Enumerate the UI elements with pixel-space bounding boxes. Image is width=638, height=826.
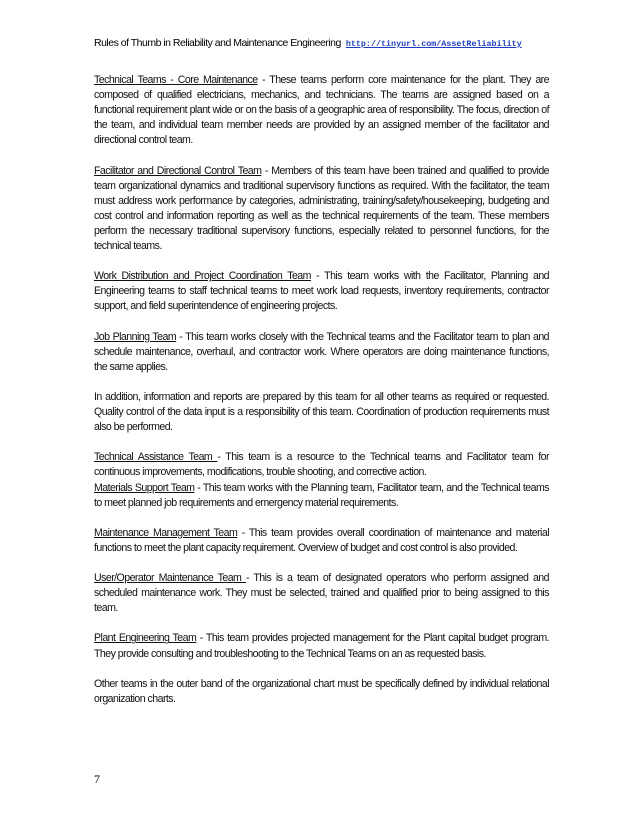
page-number: 7 (94, 772, 100, 786)
paragraph-text: Other teams in the outer band of the organizational chart must be specifically defined by individual relational organization charts. (94, 677, 549, 705)
paragraph-term: Plant Engineering Team (94, 632, 197, 645)
paragraph-other-teams (94, 677, 549, 707)
paragraph-work-distribution-team (94, 269, 549, 314)
paragraph-term: Work Distribution and Project Coordination Team (94, 270, 311, 283)
paragraph-term: Materials Support Team (94, 481, 195, 494)
paragraph-maintenance-management-team (94, 526, 549, 556)
header-link[interactable]: http://tinyurl.com/AssetReliability (345, 39, 522, 49)
paragraph-technical-assistance-team (94, 450, 549, 480)
paragraph-facilitator-team (94, 164, 549, 255)
paragraph-text: - This is a team of designated operators who perform assigned and scheduled maintenance work. They must be selected, trained and qualified prior to being assigned to this team. (94, 572, 549, 615)
paragraph-job-planning-team (94, 330, 549, 375)
paragraph-term: Technical Teams - Core Maintenance (94, 74, 258, 86)
paragraph-text: - This team provides projected management for the Plant capital budget program. They provide consulting and troubleshooting to the Technical Teams on an as requested basis. (94, 632, 549, 660)
paragraph-user-operator-team (94, 571, 549, 616)
paragraph-text: In addition, information and reports are prepared by this team for all other teams as required or requested. Quality control of the data input is a responsibility of this team. Coordination of production requirements must also be performed. (94, 390, 549, 434)
paragraph-text: - Members of this team have been trained and qualified to provide team organizational dynamics and traditional supervisory functions as required. With the facilitator, the team must address work performance by categories, administrating, training/safety/housekeeping, budgeting and cost control and information reporting as well as the technical requirements of the team. These members perform the necessary traditional supervisory functions, especially related to personnel functions, for the technical teams. (94, 164, 549, 253)
paragraph-term: Maintenance Management Team (94, 526, 238, 539)
paragraph-plant-engineering-team (94, 631, 549, 661)
paragraph-text: - This team provides overall coordination of maintenance and material functions to meet the plant capacity requirement. Overview of budget and cost control is also provided. (94, 526, 549, 554)
paragraph-materials-support-team (94, 481, 549, 511)
header-title: Rules of Thumb in Reliability and Maintenance Engineering (94, 37, 341, 49)
paragraph-technical-teams (94, 73, 549, 148)
paragraph-term: User/Operator Maintenance Team (94, 572, 246, 585)
paragraph-text: - This team works with the Planning team, Facilitator team, and the Technical teams to meet planned job requirements and emergency material requirements. (94, 481, 549, 509)
document-body (94, 73, 549, 722)
paragraph-term: Job Planning Team (94, 330, 177, 343)
paragraph-term: Technical Assistance Team (94, 451, 218, 464)
paragraph-text: - These teams perform core maintenance for the plant. They are composed of qualified electricians, mechanics, and technicians. The teams are assigned based on a functional requirement plant wide or on the basis of a geographic area of responsibility. The focus, direction of the team, and individual team member needs are provided by an assigned member of the facilitator and directional control team. (94, 74, 549, 147)
paragraph-term: Facilitator and Directional Control Team (94, 164, 262, 177)
paragraph-text: - This team works with the Facilitator, Planning and Engineering teams to staff technical teams to meet work load requests, inventory requirements, contractor support, and field superintendence of engineering projects. (94, 270, 550, 313)
paragraph-reports (94, 390, 549, 435)
paragraph-text: - This team is a resource to the Technical teams and Facilitator team for continuous improvements, modifications, trouble shooting, and corrective action. (94, 451, 549, 479)
paragraph-text: - This team works closely with the Technical teams and the Facilitator team to plan and schedule maintenance, overhaul, and contractor work. Where operators are doing maintenance functions, the same applies. (94, 330, 550, 373)
running-header (94, 37, 554, 49)
